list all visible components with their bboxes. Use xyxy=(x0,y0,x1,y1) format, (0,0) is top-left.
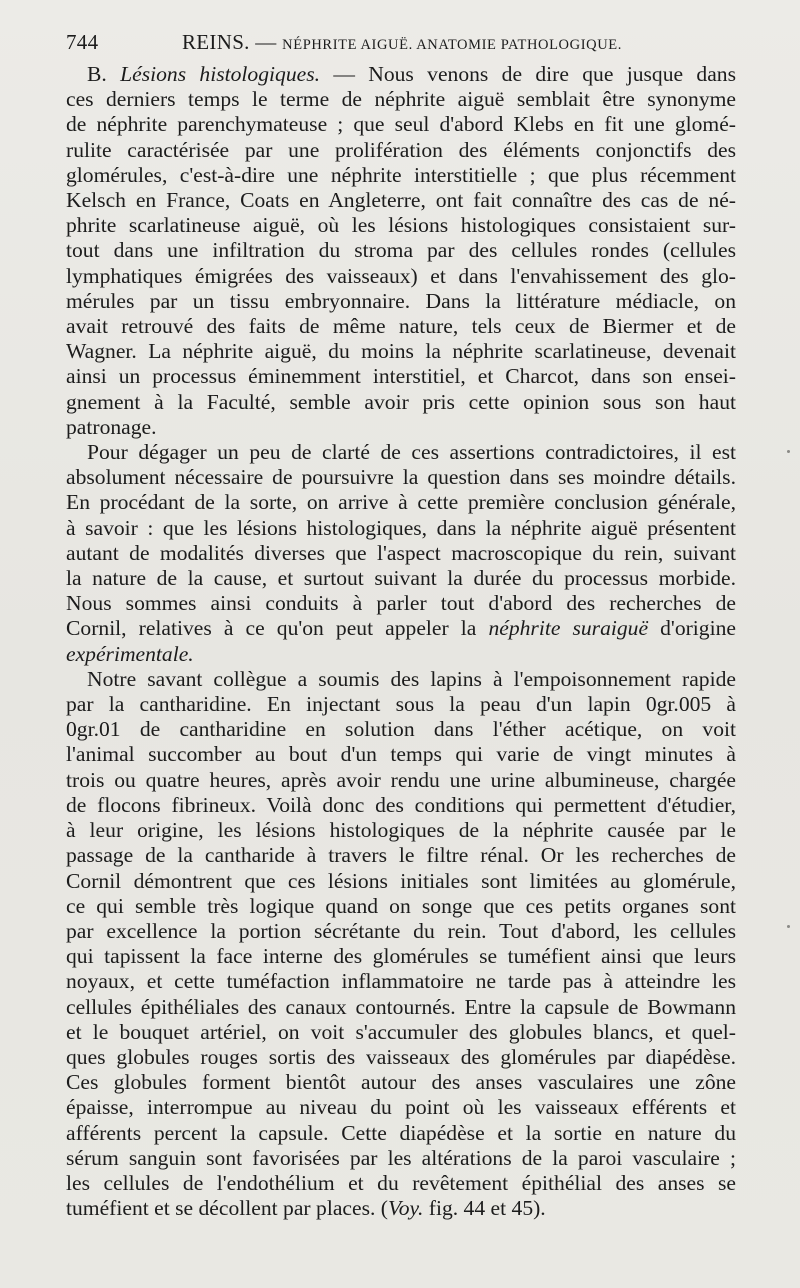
text-line: tuméfient et se décollent par places. (Voy. fig. 44 et 45). xyxy=(66,1196,546,1221)
text-line: les cellules de l'endothélium et du revêtement épithélial des anses se xyxy=(66,1170,736,1195)
text-line: de flocons fibrineux. Voilà donc des conditions qui permettent d'étudier, xyxy=(66,792,736,817)
running-header xyxy=(66,30,734,58)
text-line: patronage. xyxy=(66,414,157,439)
text-line: ainsi un processus éminemment interstitiel, et Charcot, dans son ensei- xyxy=(66,364,736,389)
text-line: lymphatiques émigrées des vaisseaux) et dans l'envahissement des glo- xyxy=(66,263,736,288)
text-line: épaisse, interrompue au niveau du point où les vaisseaux efférents et xyxy=(66,1095,736,1120)
text-line: ques globules rouges sortis des vaisseaux des glomérules par diapédèse. xyxy=(66,1044,736,1069)
text-line: noyaux, et cette tuméfaction inflammatoire ne tarde pas à atteindre les xyxy=(66,969,736,994)
text-line: 0gr.01 de cantharidine en solution dans l'éther acétique, on voit xyxy=(66,717,736,742)
text-line: passage de la cantharide à travers le filtre rénal. Or les recherches de xyxy=(66,843,736,868)
running-title-dash: — xyxy=(255,30,277,54)
text-line: glomérules, c'est-à-dire une néphrite interstitielle ; que plus récemment xyxy=(66,162,736,187)
running-title xyxy=(182,30,622,55)
text-line: rulite caractérisée par une prolifération des éléments conjonctifs des xyxy=(66,137,736,162)
text-line: à leur origine, les lésions histologiques de la néphrite causée par le xyxy=(66,818,736,843)
text-line: Cornil, relatives à ce qu'on peut appeler la néphrite suraiguë d'origine xyxy=(66,616,736,641)
margin-dot xyxy=(787,925,790,928)
text-line: Notre savant collègue a soumis des lapins à l'empoisonnement rapide xyxy=(87,666,736,691)
running-title-main: REINS. xyxy=(182,30,250,54)
text-line: de néphrite parenchymateuse ; que seul d'abord Klebs en fit une glomé- xyxy=(66,112,736,137)
text-line: sérum sanguin sont favorisées par les altérations de la paroi vasculaire ; xyxy=(66,1145,736,1170)
text-line: qui tapissent la face interne des glomérules se tuméfient ainsi que leurs xyxy=(66,944,736,969)
text-line: B. Lésions histologiques. — Nous venons de dire que jusque dans xyxy=(87,62,737,86)
text-line: la nature de la cause, et surtout suivant la durée du processus morbide. xyxy=(66,566,736,591)
text-line: Ces globules forment bientôt autour des anses vasculaires une zône xyxy=(66,1070,736,1095)
text-line: ces derniers temps le terme de néphrite aiguë semblait être synonyme xyxy=(66,87,736,112)
text-line: Wagner. La néphrite aiguë, du moins la néphrite scarlatineuse, devenait xyxy=(66,339,736,364)
text-line: et le bouquet artériel, on voit s'accumuler des globules blancs, et quel- xyxy=(66,1019,736,1044)
text-line: à savoir : que les lésions histologiques, dans la néphrite aiguë présentent xyxy=(66,515,736,540)
margin-dot xyxy=(787,450,790,453)
body-text xyxy=(66,62,736,1221)
text-line: l'animal succomber au bout d'un temps qui varie de vingt minutes à xyxy=(66,742,736,767)
text-line: absolument nécessaire de poursuivre la question dans ses moindre détails. xyxy=(66,465,736,490)
margin-marks xyxy=(778,410,794,1010)
text-line: tout dans une infiltration du stroma par des cellules rondes (cellules xyxy=(66,238,736,263)
text-line: Pour dégager un peu de clarté de ces assertions contradictoires, il est xyxy=(87,440,736,465)
text-line: Kelsch en France, Coats en Angleterre, ont fait connaître des cas de né- xyxy=(66,188,736,213)
text-line: expérimentale. xyxy=(66,641,194,666)
text-line: trois ou quatre heures, après avoir rendu une urine albumineuse, chargée xyxy=(66,767,736,792)
text-line: avait retrouvé des faits de même nature, tels ceux de Biermer et de xyxy=(66,314,736,339)
running-title-subject: NÉPHRITE AIGUË. ANATOMIE PATHOLOGIQUE. xyxy=(282,37,622,53)
text-line: Cornil démontrent que ces lésions initiales sont limitées au glomérule, xyxy=(66,868,736,893)
page-number: 744 xyxy=(66,30,99,54)
text-line: mérules par un tissu embryonnaire. Dans la littérature médiacle, on xyxy=(66,288,736,313)
text-line: autant de modalités diverses que l'aspect macroscopique du rein, suivant xyxy=(66,540,736,565)
text-line: En procédant de la sorte, on arrive à cette première conclusion générale, xyxy=(66,490,736,515)
text-line: afférents percent la capsule. Cette diapédèse et la sortie en nature du xyxy=(66,1120,736,1145)
text-line: par la cantharidine. En injectant sous la peau d'un lapin 0gr.005 à xyxy=(66,692,736,717)
text-line: cellules épithéliales des canaux contournés. Entre la capsule de Bowmann xyxy=(66,994,736,1019)
text-line: gnement à la Faculté, semble avoir pris cette opinion sous son haut xyxy=(66,389,736,414)
text-line: ce qui semble très logique quand on songe que ces petits organes sont xyxy=(66,893,736,918)
text-line: phrite scarlatineuse aiguë, où les lésions histologiques consistaient sur- xyxy=(66,213,736,238)
text-line: Nous sommes ainsi conduits à parler tout d'abord des recherches de xyxy=(66,591,736,616)
text-line: par excellence la portion sécrétante du rein. Tout d'abord, les cellules xyxy=(66,918,736,943)
